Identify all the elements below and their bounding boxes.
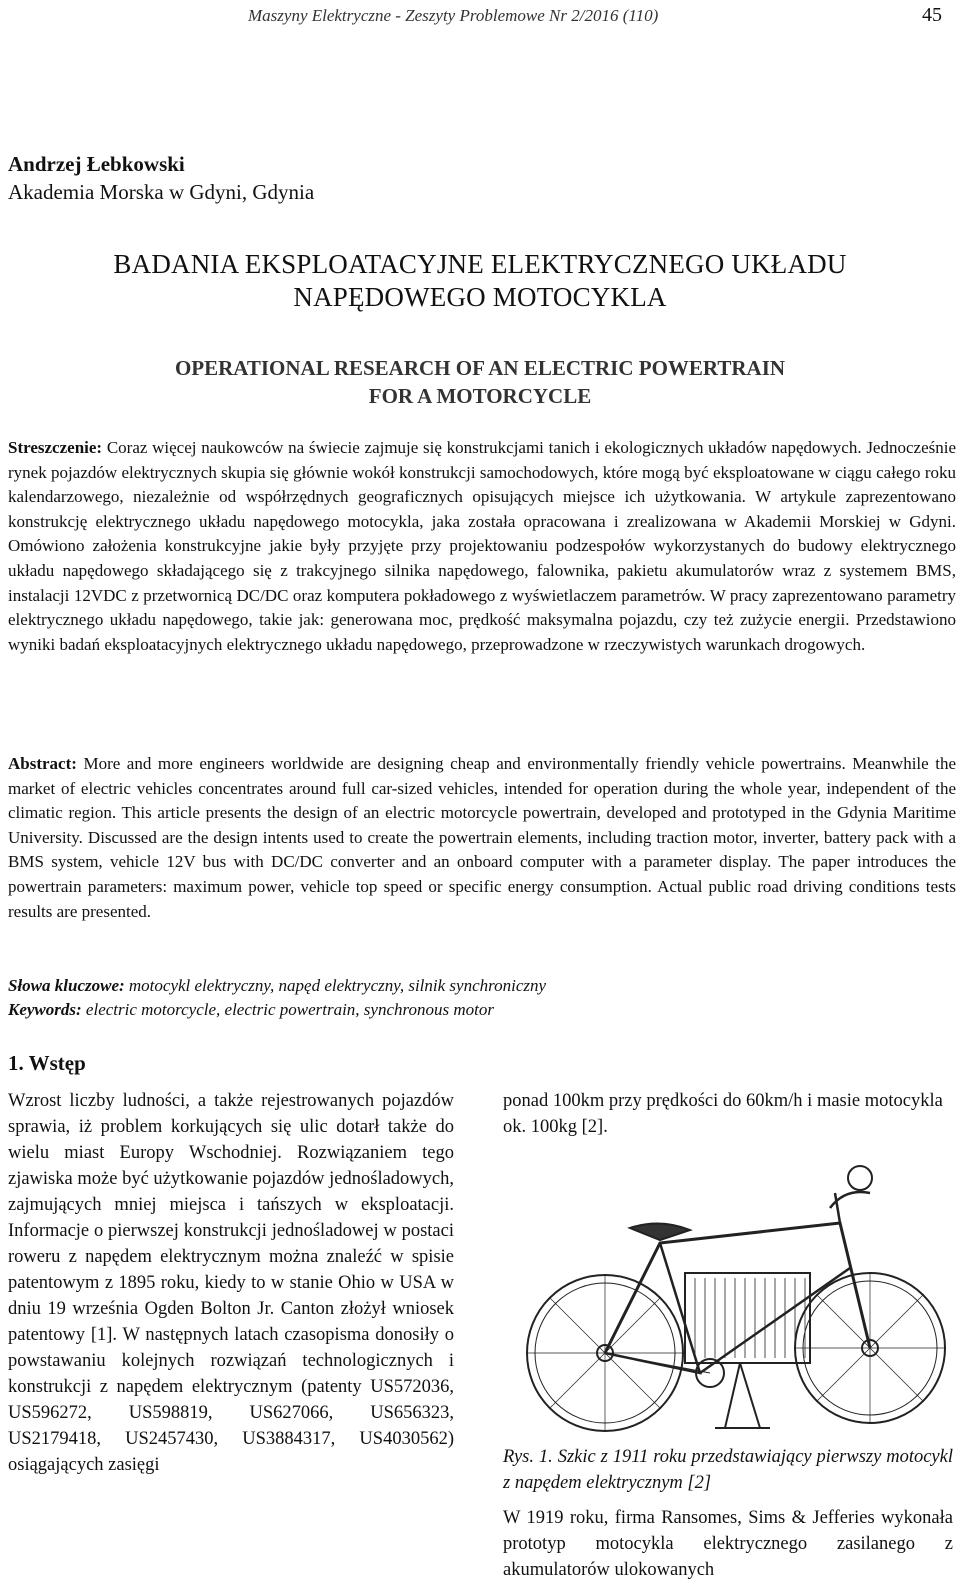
author-affiliation: Akademia Morska w Gdyni, Gdynia [8,180,315,204]
title-english-line2: FOR A MOTORCYCLE [368,384,592,408]
title-english-line1: OPERATIONAL RESEARCH OF AN ELECTRIC POWERTRAIN [174,356,786,380]
section-heading: 1. Wstęp [8,1051,86,1075]
keywords-english-label: Keywords: [8,1000,82,1019]
keywords-block [8,974,948,1022]
abstract-polish-text: Coraz więcej naukowców na świecie zajmuje się konstrukcjami tanich i ekologicznych układów napędowych. Jednocześnie rynek pojazdów elektrycznych skupia się głównie wokół konstrukcji samochodowych, które mogą być eksploatowane w ciągu całego roku kalendarzowego, niezależnie od współrzędnych geograficznych opisujących miejsce ich użytkowania. W artykule zaprezentowano konstrukcję elektrycznego układu napędowego motocykla, jaka została opracowana i zrealizowana w Akademii Morskiej w Gdyni. Omówiono założenia konstrukcyjne jakie były przyjęte przy projektowaniu podzespołów wykorzystanych do budowy elektrycznego układu napędowego składającego się z trakcyjnego silnika napędowego, falownika, pakietu akumulatorów wraz z systemem BMS, instalacji 12VDC z przetwornicą DC/DC oraz komputera pokładowego z wyświetlaczem parametrów. W pracy zaprezentowano parametry elektrycznego układu napędowego, takie jak: generowana moc, prędkość maksymalna pojazdu, czy też zużycie energii. Przedstawiono wyniki badań eksploatacyjnych elektrycznego układu napędowego, przeprowadzone w rzeczywistych warunkach drogowych. [8,438,956,654]
intro-right-column-top: ponad 100km przy prędkości do 60km/h i masie motocykla ok. 100kg [2]. [503,1091,943,1137]
title-polish [0,248,960,314]
abstract-polish [8,436,956,657]
keywords-english-text: electric motorcycle, electric powertrain, synchronous motor [85,1000,494,1019]
battery-box [685,1273,810,1363]
abstract-english-text: More and more engineers worldwide are designing cheap and environmentally friendly vehicle powertrains. Meanwhile the market of electric vehicles concentrates around full car-sized vehicles, intended for operation during the whole year, independent of the climatic region. This article presents the design of an electric motorcycle powertrain, developed and prototyped in the Gdynia Maritime University. Discussed are the design intents used to create the powertrain elements, including traction motor, inverter, battery pack with a BMS system, vehicle 12V bus with DC/DC converter and an onboard computer with a parameter display. The paper introduces the powertrain parameters: maximum power, vehicle top speed or specific energy consumption. Actual public road driving conditions tests results are presented. [8,754,956,921]
keywords-english [8,998,948,1022]
intro-left-column: Wzrost liczby ludności, a także rejestrowanych pojazdów sprawia, iż problem korkujących się ulic dotarł także do wielu miast Europy Wschodniej. Rozwiązaniem tego zjawiska może być użytkowanie pojazdów jednośladowych, zajmujących mniej miejsca i tańszych w eksploatacji. Informacje o pierwszej konstrukcji jednośladowej w postaci roweru z napędem elektrycznym można znaleźć w spisie patentowym z 1895 roku, kiedy to w stanie Ohio w USA w dniu 19 września Ogden Bolton Jr. Canton złożył wniosek patentowy [1]. W następnych latach czasopisma donosiły o powstawaniu kolejnych rozwiązań technologicznych i konstrukcji z napędem elektrycznym (patenty US572036, US596272, US598819, US627066, US656323, US2179418, US2457430, US3884317, US4030562) osiągających zasięgi [8,1091,454,1475]
author-block [8,150,314,206]
intro-right-column-bottom: W 1919 roku, firma Ransomes, Sims & Jefferies wykonała prototyp motocykla elektrycznego zasilanego z akumulatorów ulokowanych [503,1508,953,1580]
abstract-polish-label: Streszczenie: [8,438,103,457]
abstract-english-label: Abstract: [8,754,77,773]
author-name: Andrzej Łebkowski [8,152,185,176]
motorcycle-sketch-figure [510,1148,950,1438]
journal-title: Maszyny Elektryczne - Zeszyty Problemowe Nr 2/2016 (110) [248,6,659,25]
title-polish-line2: NAPĘDOWEGO MOTOCYKLA [293,282,667,312]
keywords-polish-label: Słowa kluczowe: [8,976,125,995]
abstract-english [8,752,956,924]
figure-caption: Rys. 1. Szkic z 1911 roku przedstawiający pierwszy motocykl z napędem elektrycznym [2] [503,1447,953,1493]
title-english [0,354,960,410]
keywords-polish [8,974,948,998]
keywords-polish-text: motocykl elektryczny, napęd elektryczny, silnik synchroniczny [128,976,547,995]
page-number: 45 [922,4,942,26]
page-header [0,0,960,40]
title-polish-line1: BADANIA EKSPLOATACYJNE ELEKTRYCZNEGO UKŁADU [113,249,847,279]
